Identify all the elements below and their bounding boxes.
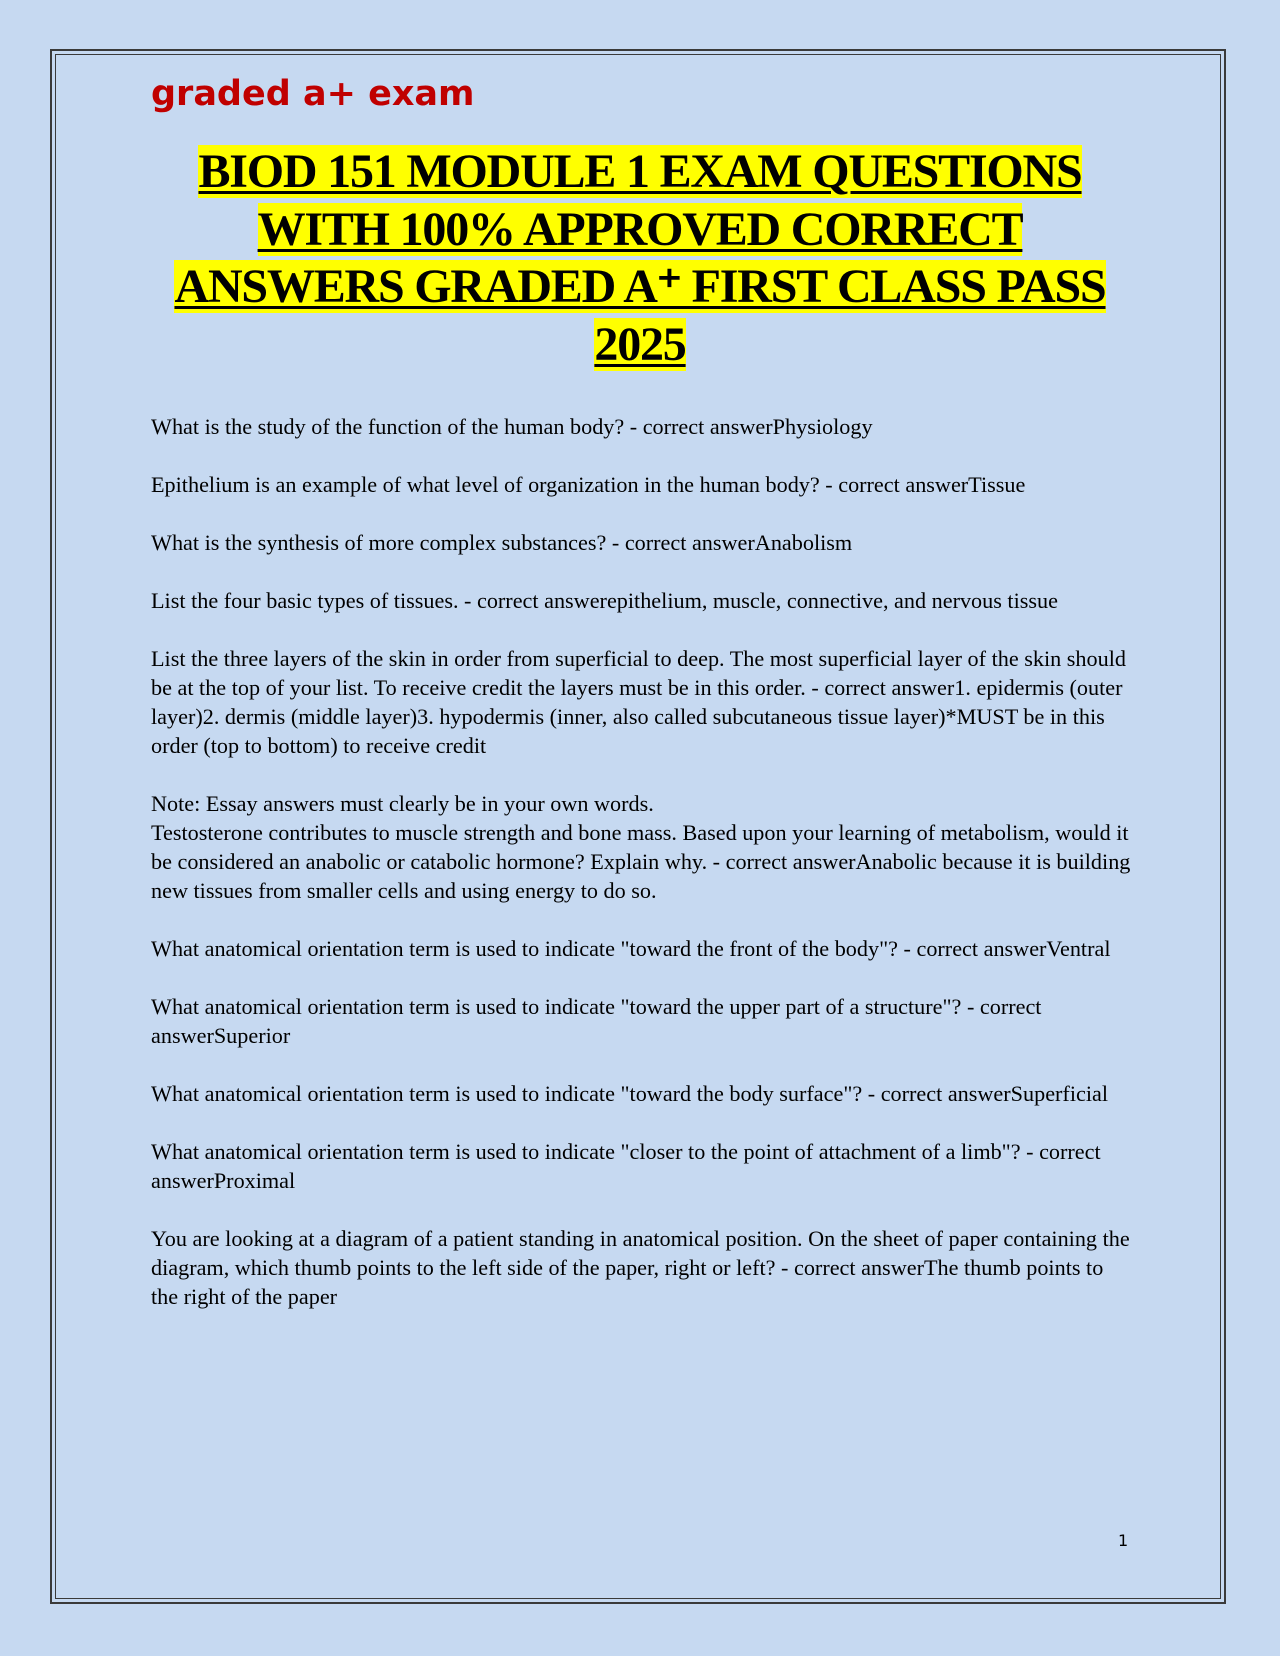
qa-item: What anatomical orientation term is used to indicate "closer to the point of attachment of a limb"? - correct answerProximal xyxy=(151,1139,1101,1193)
essay-question: Testosterone contributes to muscle strength and bone mass. Based upon your learning of metabolism, would it be considered an anabolic or catabolic hormone? Explain why. - correct answerAnabolic because it is building new tissues from smaller cells and using energy to do so. xyxy=(151,820,1131,903)
header-tag: graded a+ exam xyxy=(151,74,475,114)
qa-item-essay xyxy=(151,789,1131,905)
qa-item: What anatomical orientation term is used to indicate "toward the front of the body"? - correct answerVentral xyxy=(151,936,1111,961)
qa-item: What anatomical orientation term is used to indicate "toward the body surface"? - correct answerSuperficial xyxy=(151,1081,1109,1106)
title-line: BIOD 151 MODULE 1 EXAM QUESTIONS xyxy=(198,145,1082,198)
title-line: 2025 xyxy=(594,317,686,371)
qa-item: What anatomical orientation term is used to indicate "toward the upper part of a structure"? - correct answerSuperior xyxy=(151,994,1042,1048)
page-number: 1 xyxy=(1118,1531,1129,1550)
qa-item: What is the synthesis of more complex substances? - correct answerAnabolism xyxy=(151,530,853,555)
qa-list xyxy=(151,412,1131,1340)
title-line: WITH 100% APPROVED CORRECT xyxy=(257,202,1023,256)
qa-item: Epithelium is an example of what level of organization in the human body? - correct answerTissue xyxy=(151,472,1026,497)
qa-item: List the four basic types of tissues. - correct answerepithelium, muscle, connective, and nervous tissue xyxy=(151,588,1058,613)
title-line: ANSWERS GRADED A⁺ FIRST CLASS PASS xyxy=(174,260,1106,313)
essay-note: Note: Essay answers must clearly be in your own words. xyxy=(151,791,654,816)
qa-item: List the three layers of the skin in order from superficial to deep. The most superficial layer of the skin should be at the top of your list. To receive credit the layers must be in this order. - correct answer1. epidermis (outer layer)2. dermis (middle layer)3. hypodermis (inner, also called subcutaneous tissue layer)*MUST be in this order (top to bottom) to receive credit xyxy=(151,646,1126,758)
qa-item: What is the study of the function of the human body? - correct answerPhysiology xyxy=(151,414,873,439)
document-title xyxy=(151,143,1129,373)
qa-item: You are looking at a diagram of a patient standing in anatomical position. On the sheet of paper containing the diagram, which thumb points to the left side of the paper, right or left? - correct answerThe thumb points to the right of the paper xyxy=(151,1226,1130,1309)
